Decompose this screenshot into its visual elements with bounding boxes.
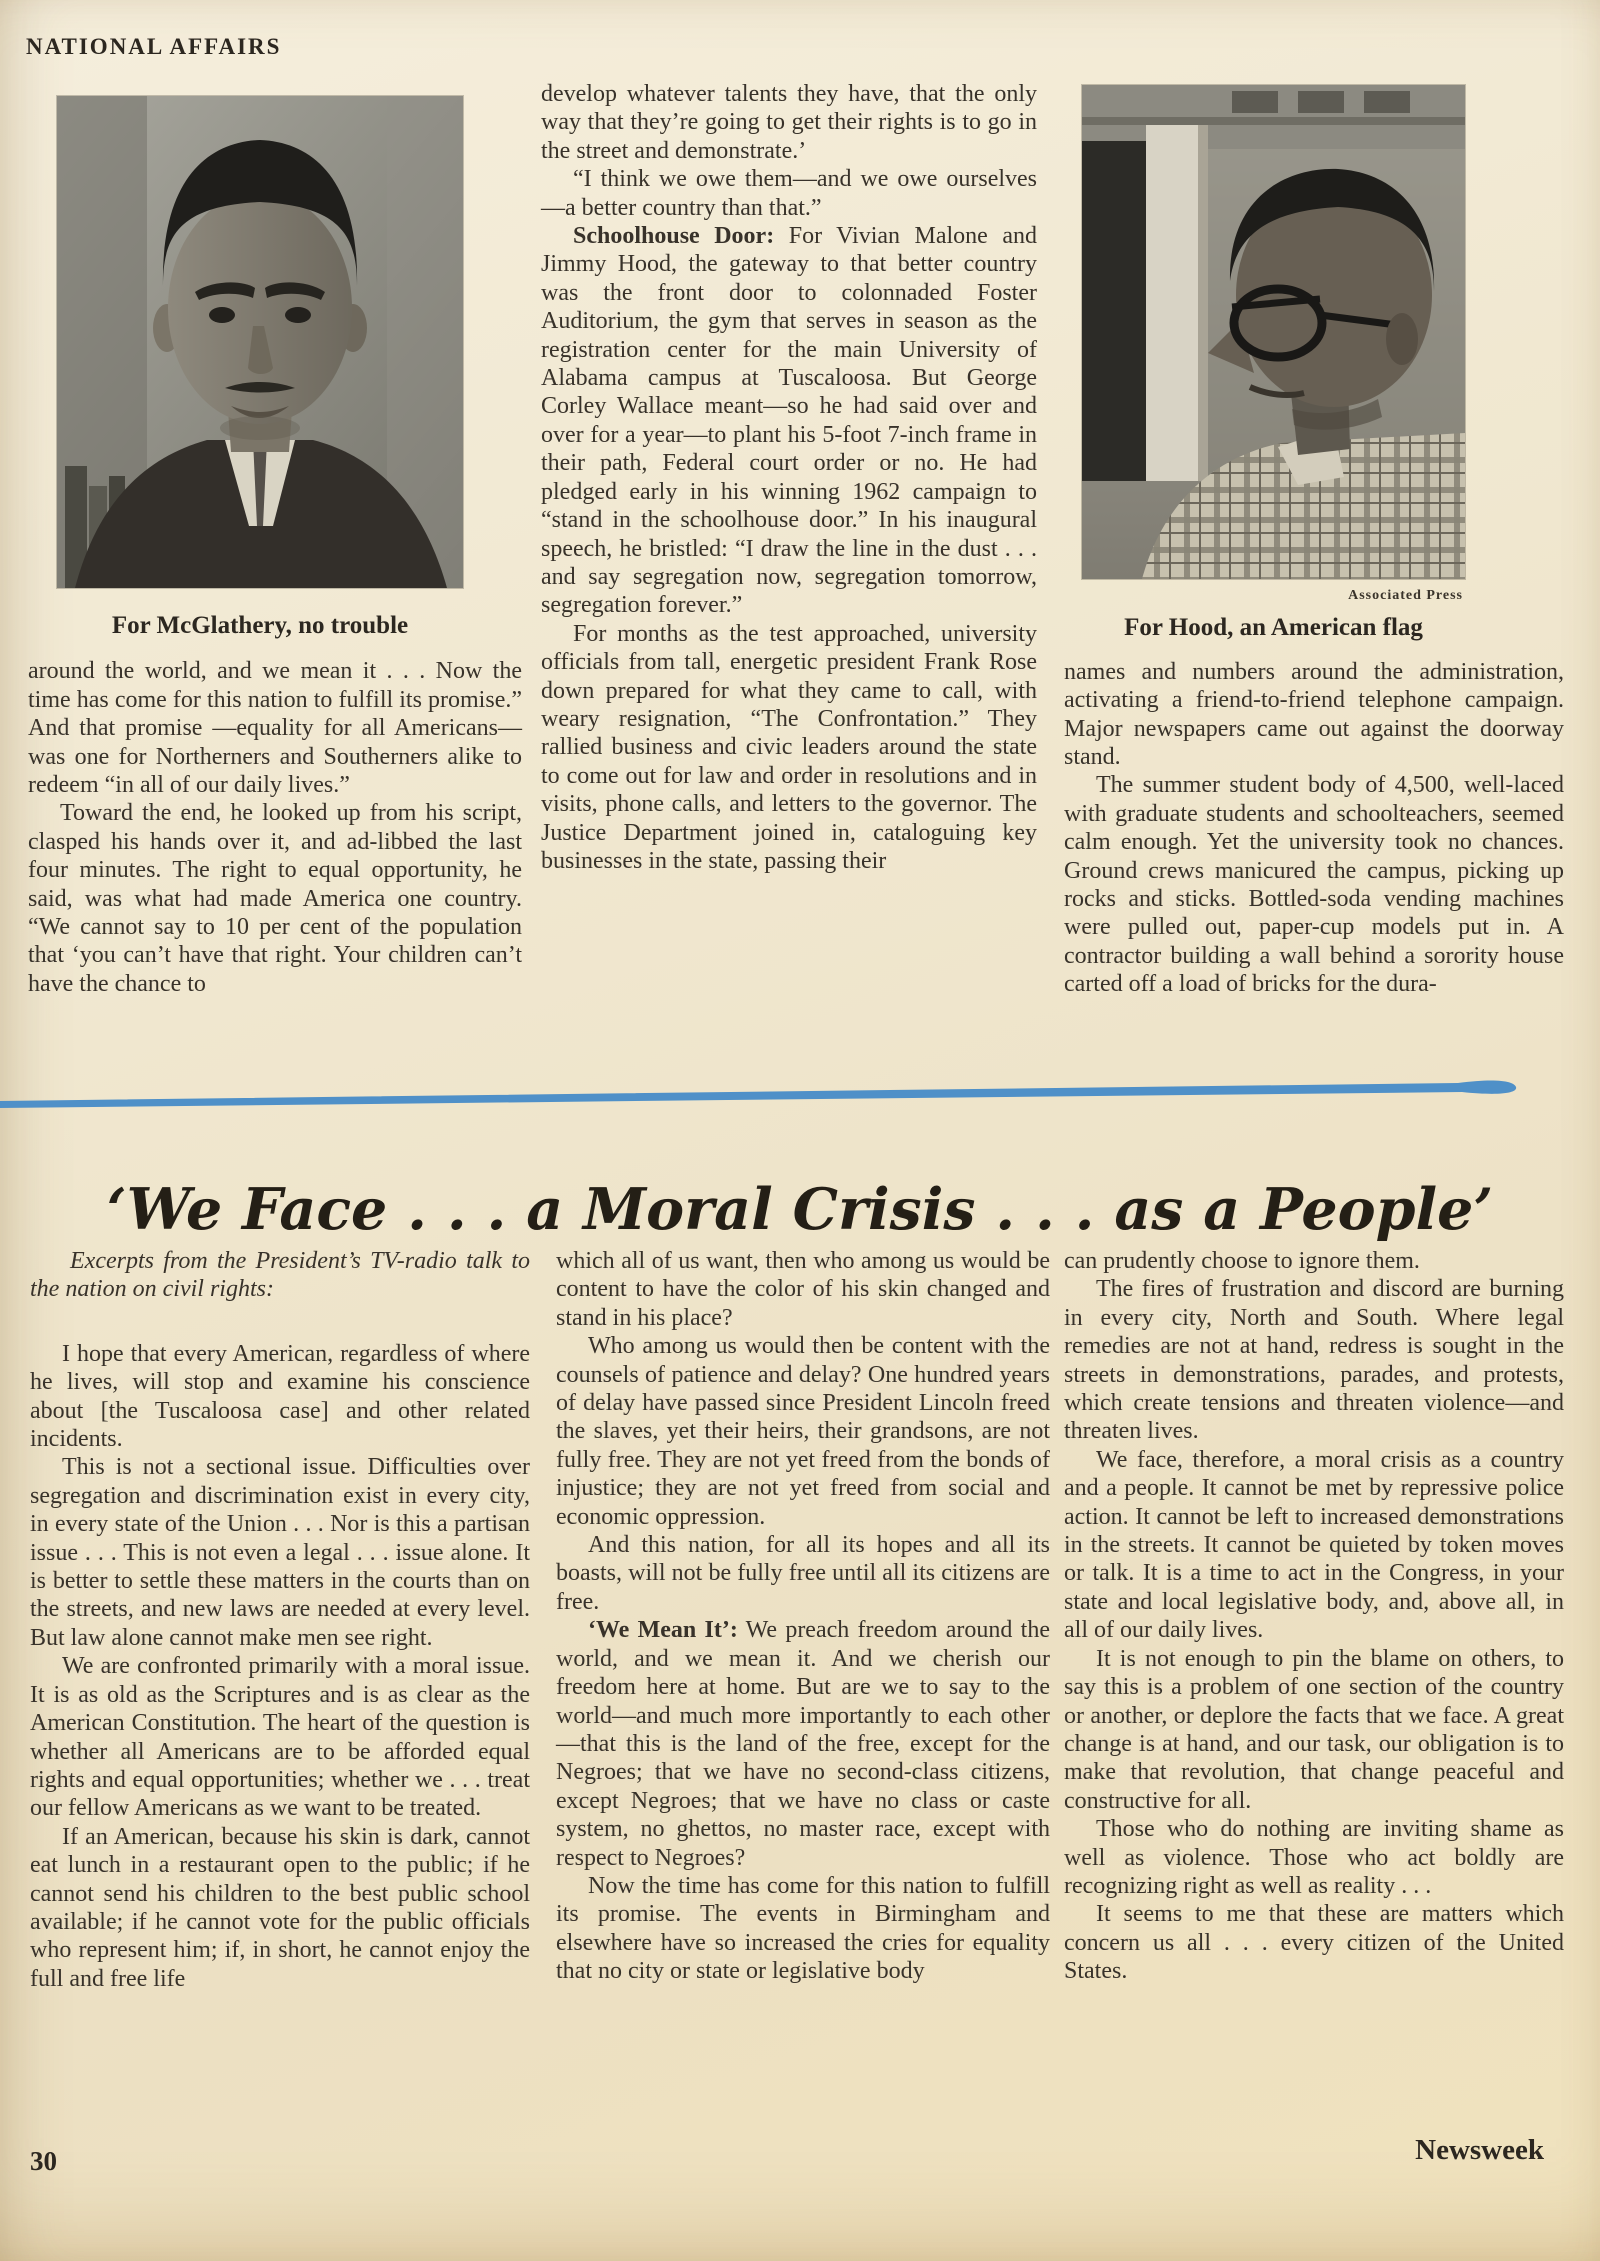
- body-paragraph: names and numbers around the administration, activating a friend-to-friend telephone campaign. Major newspapers came out against the doorway stand.: [1064, 658, 1564, 771]
- mcglathery-photo: [57, 96, 463, 588]
- feature-column-1: [30, 1247, 530, 1993]
- paragraph-text: For Vivian Malone and Jimmy Hood, the gateway to that better country was the front door to colonnaded Foster Auditorium, the gym that serves in season as the registration center for the main University of Alabama campus at Tuscaloosa. But George Corley Wallace meant—so he had said over and over for a year—to plant his 5-foot 7-inch frame in their path, Federal court order or no. He had pledged early in his winning 1962 campaign to “stand in the schoolhouse door.” In his inaugural speech, he bristled: “I draw the line in the dust . . . and say segregation now, segregation tomorrow, segregation forever.”: [541, 223, 1038, 619]
- section-header: NATIONAL AFFAIRS: [26, 34, 282, 59]
- page-number: 30: [30, 2146, 57, 2176]
- body-paragraph: which all of us want, then who among us would be content to have the color of his skin changed and stand in his place?: [556, 1248, 1050, 1331]
- mcglathery-photo-caption: For McGlathery, no trouble: [111, 612, 409, 639]
- run-in-head: Schoolhouse Door:: [573, 223, 775, 250]
- body-paragraph: The summer student body of 4,500, well-laced with graduate students and schoolteachers, seemed calm enough. Yet the university took no chances. Ground crews manicured the campus, picking up rocks and sticks. Bottled-soda vending machines were pulled out, paper-cup models put in. A contractor building a wall behind a sorority house carted off a load of bricks for the dura-: [1064, 772, 1564, 998]
- top-left-column: [28, 88, 522, 998]
- body-paragraph-we-mean-it: [556, 1616, 1050, 1872]
- paragraph-text: We preach freedom around the world, and we mean it. And we cherish our freedom here at home. But are we to say to the world—and much more importantly to each other—that this is the land of the free, except for the Negroes; that we have no second-class citizens, except Negroes; that we have no class or caste system, no ghettos, no master race, except with respect to Negroes?: [556, 1617, 1050, 1871]
- photo-credit: Associated Press: [1348, 588, 1463, 603]
- editorial-intro: Excerpts from the President’s TV-radio talk to the nation on civil rights:: [30, 1248, 530, 1303]
- top-middle-column: [541, 80, 1037, 875]
- blue-rule-divider: [0, 1076, 1540, 1116]
- body-paragraph: Now the time has come for this nation to fulfill its promise. The events in Birmingham and elsewhere have so increased the cries for equality that no city or state or legislative body: [556, 1872, 1050, 1985]
- body-paragraph: If an American, because his skin is dark, cannot eat lunch in a restaurant open to the public; if he cannot send his children to the best public school available; if he cannot vote for the public officials who represent him; if, in short, he cannot enjoy the full and free life: [30, 1823, 530, 1992]
- body-paragraph: We face, therefore, a moral crisis as a country and a people. It cannot be met by repressive police action. It cannot be left to increased demonstrations in the streets. It cannot be quieted by token moves or talk. It is a time to act in the Congress, in your state and local legislative body, and, above all, in all of our daily lives.: [1064, 1446, 1564, 1644]
- body-paragraph: Who among us would then be content with the counsels of patience and delay? One hundred years of delay have passed since President Lincoln freed the slaves, yet their heirs, their grandsons, are not fully free. They are not yet freed from the bonds of injustice; they are not yet freed from social and economic oppression.: [556, 1333, 1050, 1530]
- feature-headline: ‘We Face . . . a Moral Crisis . . . as a People’: [106, 1176, 1494, 1244]
- hood-photo-figure: [1082, 85, 1465, 643]
- body-paragraph: “I think we owe them—and we owe ourselves—a better country than that.”: [541, 166, 1037, 221]
- body-paragraph: can prudently choose to ignore them.: [1064, 1248, 1420, 1274]
- body-paragraph: The fires of frustration and discord are burning in every city, North and South. Where legal remedies are not at hand, redress is sought in the streets in demonstrations, parades, and protests, which create tensions and threaten violence—and threaten lives.: [1064, 1276, 1564, 1445]
- body-paragraph: And this nation, for all its hopes and all its boasts, will not be fully free until all its citizens are free.: [556, 1532, 1050, 1615]
- body-paragraph: I hope that every American, regardless of where he lives, will stop and examine his conscience about [the Tuscaloosa case] and other related incidents.: [30, 1340, 530, 1453]
- body-paragraph-schoolhouse-door: [541, 222, 1037, 620]
- magazine-brand: Newsweek: [1415, 2134, 1544, 2166]
- body-paragraph: around the world, and we mean it . . . Now the time has come for this nation to fulfill its promise.” And that promise —equality for all Americans—was one for Northerners and Southerners alike to redeem “in all of our daily lives.”: [28, 658, 522, 799]
- hood-photo: [1082, 85, 1465, 579]
- feature-column-3: [1064, 1247, 1564, 1986]
- body-paragraph: For months as the test approached, university officials from tall, energetic president Frank Rose down prepared for what they came to call, with weary resignation, “The Confrontation.” They rallied business and civic leaders around the state to come out for law and order in resolutions and in visits, phone calls, and letters to the governor. The Justice Department joined in, cataloguing key businesses in the state, passing their: [541, 620, 1037, 874]
- body-paragraph: It is not enough to pin the blame on others, to say this is a problem of one section of the country or another, or deplore the facts that we face. A great change is at hand, and our task, our obligation is to make that revolution, that change peaceful and constructive for all.: [1064, 1645, 1564, 1814]
- body-paragraph: We are confronted primarily with a moral issue. It is as old as the Scriptures and is as clear as the American Constitution. The heart of the question is whether all Americans are to be afforded equal rights and equal opportunities; whether we . . . treat our fellow Americans as we want to be treated.: [30, 1653, 530, 1822]
- body-paragraph: This is not a sectional issue. Difficulties over segregation and discrimination exist in every city, in every state of the Union . . . Nor is this a partisan issue . . . This is not even a legal . . . issue alone. It is better to settle these matters in the courts than on the streets, and new laws are needed at every level. But law alone cannot make men see right.: [30, 1454, 530, 1651]
- top-right-column: [1064, 83, 1564, 999]
- body-paragraph: Toward the end, he looked up from his script, clasped his hands over it, and ad-libbed the last four minutes. The right to equal opportunity, he said, was what had made America one country. “We cannot say to 10 per cent of the population that ‘you can’t have that right. Your children can’t have the chance to: [28, 800, 522, 997]
- feature-column-2: [556, 1247, 1050, 1986]
- run-in-head: ‘We Mean It’:: [588, 1617, 738, 1644]
- body-paragraph: develop whatever talents they have, that the only way that they’re going to get their rights is to go in the street and demonstrate.’: [541, 81, 1037, 164]
- body-paragraph: It seems to me that these are matters which concern us all . . . every citizen of the United States.: [1064, 1901, 1564, 1985]
- mcglathery-photo-figure: [57, 96, 463, 640]
- body-paragraph: Those who do nothing are inviting shame as well as violence. Those who act boldly are recognizing right as well as reality . . .: [1064, 1816, 1564, 1899]
- hood-photo-caption: For Hood, an American flag: [1124, 614, 1423, 642]
